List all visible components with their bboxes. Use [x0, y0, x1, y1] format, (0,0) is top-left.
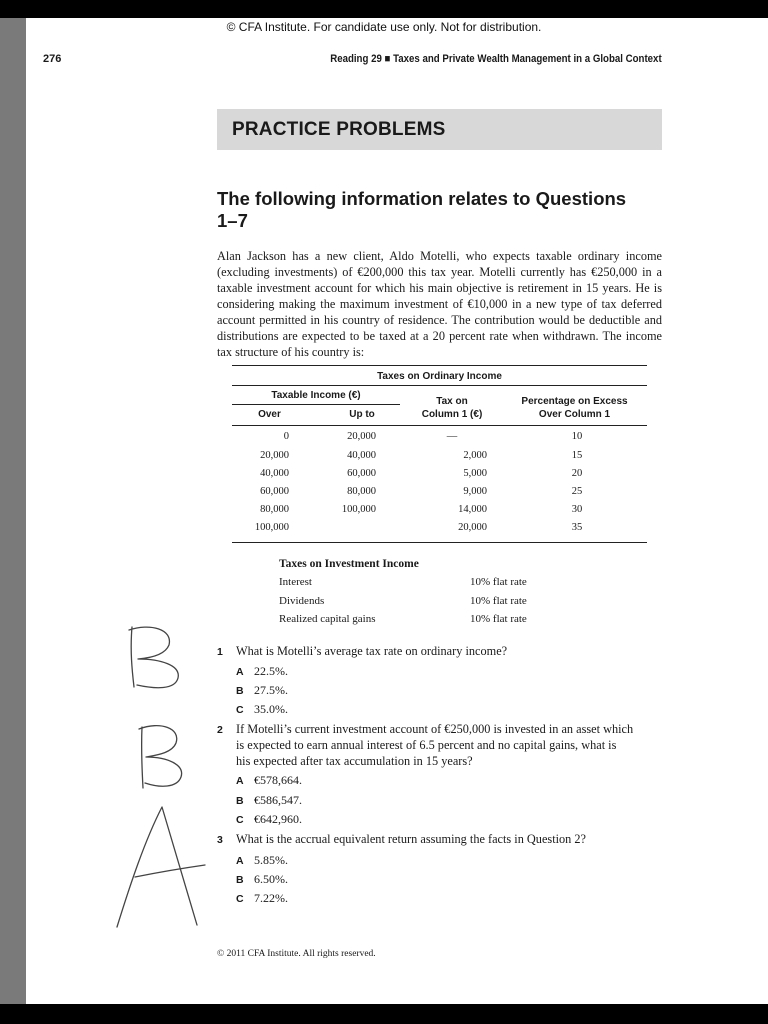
cell-pct: 35	[571, 522, 583, 533]
col-upto-header: Up to	[349, 409, 375, 420]
option-letter: A	[236, 666, 244, 678]
option-text: €578,664.	[254, 773, 302, 787]
option-letter: C	[236, 814, 244, 826]
question-line: What is Motelli’s average tax rate on ordinary income?	[236, 644, 508, 658]
option-letter: A	[236, 775, 244, 787]
table-rule	[232, 385, 647, 386]
option-letter: A	[236, 855, 244, 867]
section-heading-line1: The following information relates to Questions	[217, 188, 627, 209]
cell-pct: 10	[571, 431, 583, 442]
question-number: 1	[217, 646, 223, 658]
table-title: Taxes on Ordinary Income	[377, 371, 502, 382]
option-text: 7.22%.	[254, 891, 288, 905]
option-letter: C	[236, 704, 244, 716]
option-text: 22.5%.	[254, 664, 288, 678]
cell-upto: 60,000	[347, 468, 376, 479]
running-head: Reading 29 ■ Taxes and Private Wealth Management in a Global Context	[330, 53, 662, 65]
investment-label: Interest	[279, 576, 312, 588]
question-text	[236, 643, 666, 659]
option-letter: B	[236, 685, 244, 697]
cell-pct: 15	[571, 450, 583, 461]
option-text: 6.50%.	[254, 872, 288, 886]
investment-label: Realized capital gains	[279, 613, 376, 625]
col-tax-header-line2: Column 1 (€)	[421, 409, 483, 420]
intro-paragraph: Alan Jackson has a new client, Aldo Motelli, who expects taxable ordinary income (excluding investments) of €200,000 this tax year. Motelli currently has €250,000 in a taxable investment account for which his main objective is retirement in 15 years. He is considering making the maximum investment of €10,000 in a new type of tax deferred account permitted in his country of residence. The contribution would be deductible and distributions are expected to be taxed at a 20 percent rate when withdrawn. The income tax structure of his country is:	[217, 249, 662, 359]
cell-over: 0	[283, 431, 289, 442]
option-letter: B	[236, 874, 244, 886]
page-number: 276	[43, 53, 62, 65]
section-heading-line2: 1–7	[217, 210, 248, 231]
cell-pct: 20	[571, 468, 583, 479]
bottom-black-bar	[0, 1004, 768, 1024]
cell-upto: 40,000	[347, 450, 376, 461]
table-rule-header-bottom	[232, 425, 647, 426]
question-line: his expected after tax accumulation in 15 years?	[236, 754, 473, 768]
handwritten-b-1	[129, 627, 178, 688]
cell-pct: 30	[571, 504, 583, 515]
cell-pct: 25	[571, 486, 583, 497]
cell-tax: —	[446, 431, 458, 442]
watermark-notice: © CFA Institute. For candidate use only. Not for distribution.	[226, 20, 542, 34]
col-tax-header	[412, 395, 492, 421]
col-pct-header-line2: Over Column 1	[538, 409, 611, 420]
option-text: 27.5%.	[254, 683, 288, 697]
question-line: is expected to earn annual interest of 6.5 percent and no capital gains, what is	[236, 738, 617, 752]
question-line: What is the accrual equivalent return assuming the facts in Question 2?	[236, 832, 587, 846]
investment-label: Dividends	[279, 595, 325, 607]
investment-table-title: Taxes on Investment Income	[279, 558, 419, 570]
cell-upto: 80,000	[347, 486, 376, 497]
option-text: €586,547.	[254, 793, 302, 807]
handwritten-b-2	[139, 726, 182, 788]
group-rule	[232, 404, 400, 405]
option-letter: C	[236, 893, 244, 905]
investment-value: 10% flat rate	[470, 613, 527, 625]
investment-value: 10% flat rate	[470, 576, 527, 588]
question-number: 2	[217, 724, 223, 736]
option-text: 35.0%.	[254, 702, 288, 716]
section-heading	[217, 188, 657, 232]
option-text: 5.85%.	[254, 853, 288, 867]
cell-over: 100,000	[254, 522, 289, 533]
cell-over: 40,000	[260, 468, 289, 479]
cell-tax: 2,000	[463, 450, 487, 461]
left-gray-margin	[0, 18, 26, 1004]
col-over-header: Over	[258, 409, 281, 420]
question-text	[236, 831, 666, 847]
cell-tax: 9,000	[463, 486, 487, 497]
group-header: Taxable Income (€)	[271, 390, 361, 401]
question-number: 3	[217, 834, 223, 846]
table-rule-bottom	[232, 542, 647, 543]
handwritten-a-3	[117, 807, 205, 927]
copyright-footer: © 2011 CFA Institute. All rights reserved.	[217, 949, 376, 959]
cell-tax: 5,000	[463, 468, 487, 479]
col-pct-header	[502, 395, 647, 421]
investment-value: 10% flat rate	[470, 595, 527, 607]
table-rule-top	[232, 365, 647, 366]
option-text: €642,960.	[254, 812, 302, 826]
handwritten-answers	[105, 615, 215, 935]
option-letter: B	[236, 795, 244, 807]
cell-tax: 14,000	[458, 504, 487, 515]
cell-upto: 100,000	[341, 504, 376, 515]
cell-over: 60,000	[260, 486, 289, 497]
cell-tax: 20,000	[458, 522, 487, 533]
col-tax-header-line1: Tax on	[436, 396, 468, 407]
col-pct-header-line1: Percentage on Excess	[521, 396, 628, 407]
question-text	[236, 721, 666, 769]
cell-over: 20,000	[260, 450, 289, 461]
cell-over: 80,000	[260, 504, 289, 515]
question-line: If Motelli’s current investment account of €250,000 is invested in an asset which	[236, 722, 634, 736]
section-banner-title: PRACTICE PROBLEMS	[232, 119, 446, 140]
top-black-bar	[0, 0, 768, 18]
cell-upto: 20,000	[347, 431, 376, 442]
